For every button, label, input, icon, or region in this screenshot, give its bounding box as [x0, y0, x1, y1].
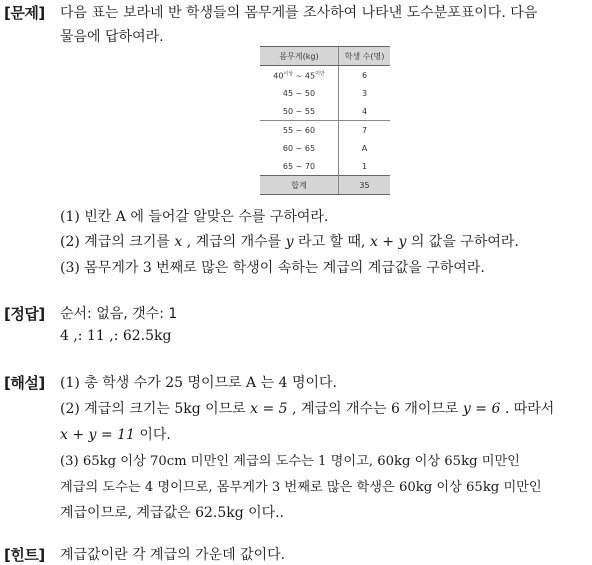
solution-line-2: (2) 계급의 크기는 5kg 이므로 x = 5 , 계급의 개수는 6 개이므로 y = 6 . 따라서	[60, 401, 555, 417]
student-count: 3	[361, 88, 368, 98]
problem-intro-line1: 다음 표는 보라네 반 학생들의 몸무게를 조사하여 나타낸 도수분포표이다. 다음	[60, 5, 538, 21]
question-1: (1) 빈칸 A 에 들어갈 알맞은 수를 구하여라.	[60, 209, 329, 225]
weight-range: 60 ~ 65	[260, 139, 339, 157]
solution-label: [해설]	[4, 374, 45, 392]
weight-range: 55 ~ 60	[260, 121, 339, 140]
header-weight: 몸무게(kg)	[260, 47, 339, 66]
solution-line-1: (1) 총 학생 수가 25 명이므로 A 는 4 명이다.	[60, 375, 337, 391]
student-count: A	[361, 143, 368, 153]
answer-line-2: 4 ,: 11 ,: 62.5kg	[60, 328, 172, 344]
hint-label: [힌트]	[4, 546, 45, 564]
weight-range: 65 ~ 70	[260, 157, 339, 176]
student-count: 7	[361, 125, 368, 135]
total-value: 35	[339, 176, 391, 195]
problem-label: [문제]	[4, 4, 45, 22]
solution-line-3: x + y = 11 이다.	[60, 427, 171, 443]
total-label: 합계	[260, 176, 339, 195]
header-count: 학생 수(명)	[339, 47, 391, 66]
weight-range: 45 ~ 50	[260, 84, 339, 102]
student-count: 6	[361, 70, 368, 80]
student-count: 4	[339, 102, 391, 121]
hint-text: 계급값이란 각 계급의 가운데 값이다.	[60, 547, 286, 563]
frequency-table	[260, 46, 390, 195]
student-count: 1	[361, 161, 368, 171]
solution-line-4: (3) 65kg 이상 70cm 미만인 계급의 도수는 1 명이고, 60kg 이상 65kg 미만인	[60, 454, 520, 469]
table-header-row	[260, 47, 390, 66]
answer-label: [정답]	[4, 305, 45, 323]
weight-range: 50 ~ 55	[260, 102, 339, 121]
table-row	[260, 102, 390, 121]
answer-line-1: 순서: 없음, 갯수: 1	[60, 306, 178, 322]
problem-intro-line2: 물음에 답하여라.	[60, 29, 164, 45]
solution-line-6: 계급이므로, 계급값은 62.5kg 이다..	[60, 505, 285, 521]
table-row	[260, 84, 390, 102]
table-row	[260, 157, 390, 176]
table-total-row	[260, 176, 390, 195]
question-3: (3) 몸무게가 3 번째로 많은 학생이 속하는 계급의 계급값을 구하여라.	[60, 260, 485, 276]
weight-range: $40^{이상}$ ~ $45^{미만}$	[260, 66, 339, 85]
question-2: (2) 계급의 크기를 x , 계급의 개수를 y 라고 할 때, x + y 의 값을 구하여라.	[60, 234, 519, 250]
table-row	[260, 66, 390, 85]
table-row	[260, 121, 390, 140]
solution-line-5: 계급의 도수는 4 명이므로, 몸무게가 3 번째로 많은 학생은 60kg 이상 65kg 미만인	[60, 480, 542, 495]
table-row	[260, 139, 390, 157]
